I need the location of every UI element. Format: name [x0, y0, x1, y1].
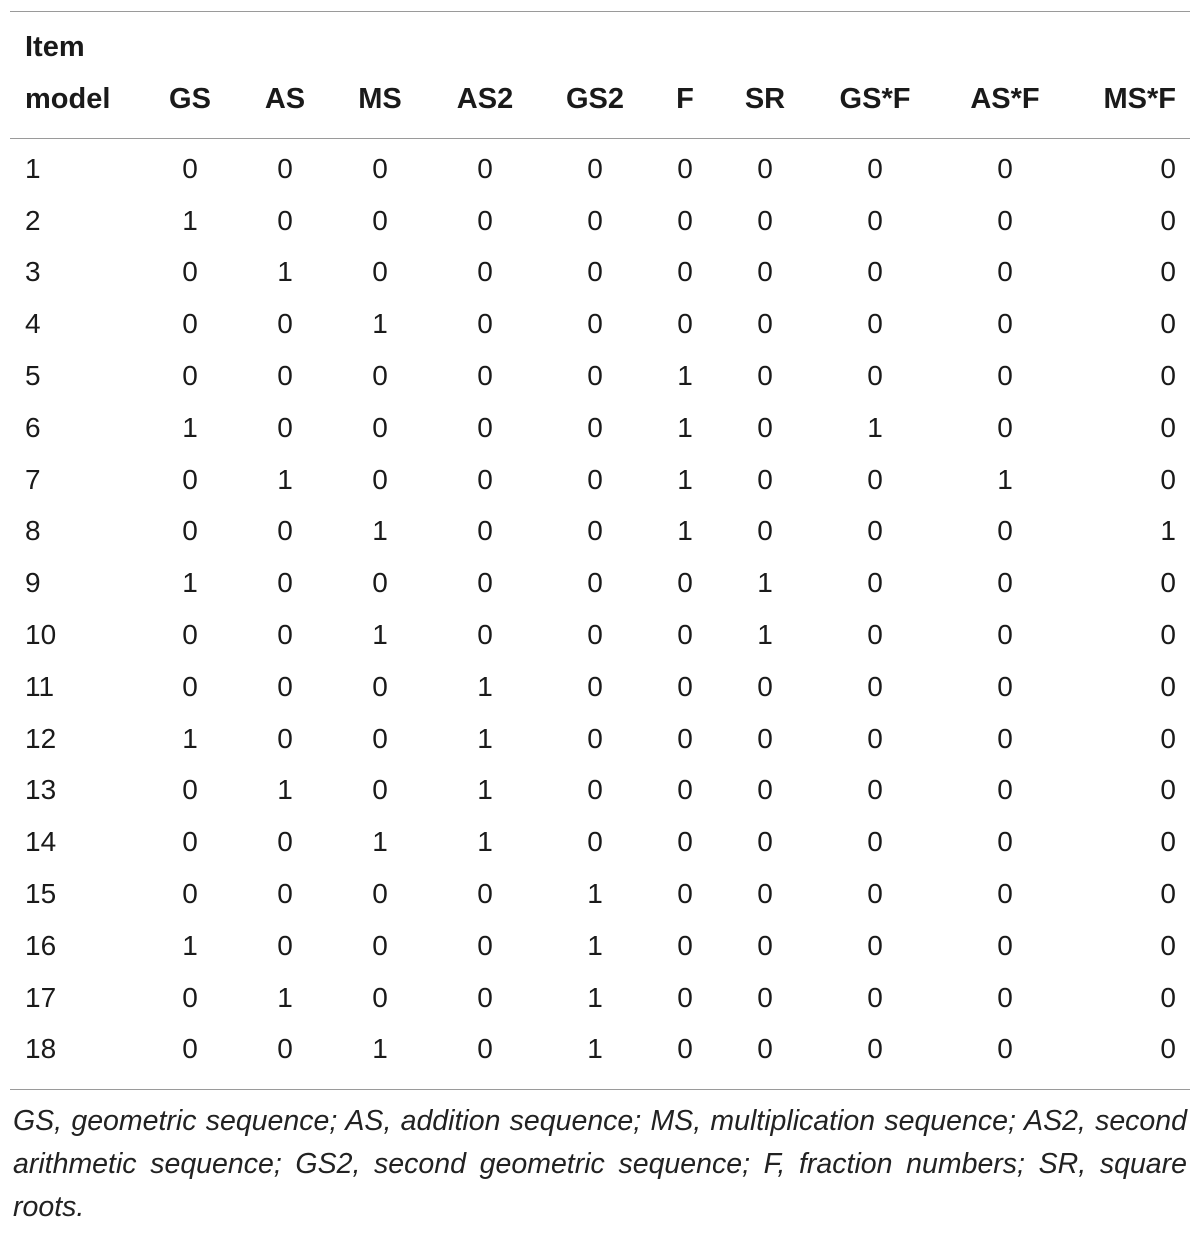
table-cell: 0 [677, 722, 693, 754]
table-cell: 1 [182, 204, 198, 236]
table-cell: 0 [587, 463, 603, 495]
column-header: GS2 [565, 83, 625, 115]
header-cell [535, 12, 655, 64]
table-cell: 0 [867, 204, 883, 236]
table-cell: 0 [372, 878, 388, 910]
item-model-cell: 17 [25, 981, 57, 1013]
table-cell: 0 [997, 929, 1013, 961]
table-cell: 1 [182, 411, 198, 443]
table-cell: 0 [477, 204, 493, 236]
item-model-cell: 16 [25, 929, 57, 961]
table-cell: 0 [757, 1033, 773, 1065]
table-cell: 0 [757, 308, 773, 340]
table-cell: 1 [277, 256, 293, 288]
header-cell [815, 12, 935, 64]
table-row [10, 816, 1190, 868]
table-cell: 0 [1160, 567, 1176, 599]
table-cell: 0 [997, 411, 1013, 443]
table-cell: 1 [587, 981, 603, 1013]
table-cell: 0 [997, 308, 1013, 340]
table-cell: 0 [372, 256, 388, 288]
table-cell: 0 [867, 1033, 883, 1065]
table-cell: 1 [182, 722, 198, 754]
table-cell: 0 [477, 256, 493, 288]
table-cell: 0 [587, 411, 603, 443]
table-cell: 0 [1160, 670, 1176, 702]
table-cell: 0 [677, 774, 693, 806]
table-cell: 0 [182, 774, 198, 806]
table-cell: 0 [372, 152, 388, 184]
table-row [10, 713, 1190, 765]
table-row [10, 298, 1190, 350]
table-cell: 0 [1160, 360, 1176, 392]
table-cell: 0 [677, 567, 693, 599]
table-row [10, 765, 1190, 817]
item-model-cell: 10 [25, 619, 57, 651]
table-cell: 0 [372, 670, 388, 702]
table-cell: 0 [867, 515, 883, 547]
table-cell: 1 [477, 826, 493, 858]
table-cell: 0 [372, 929, 388, 961]
header-row-1 [10, 12, 1190, 64]
table-cell: 0 [277, 878, 293, 910]
table-cell: 1 [757, 619, 773, 651]
table-cell: 0 [587, 256, 603, 288]
table-header [10, 12, 1190, 139]
item-model-cell: 15 [25, 878, 57, 910]
table-cell: 0 [757, 360, 773, 392]
column-header: GS*F [839, 83, 911, 115]
table-cell: 0 [372, 411, 388, 443]
table-cell: 0 [867, 152, 883, 184]
table-cell: 0 [677, 152, 693, 184]
table-cell: 0 [677, 308, 693, 340]
table-cell: 0 [277, 826, 293, 858]
header-bottom-rule [10, 116, 1190, 139]
table-cell: 1 [182, 567, 198, 599]
table-cell: 0 [867, 567, 883, 599]
table-cell: 0 [997, 826, 1013, 858]
table-cell: 0 [757, 826, 773, 858]
table-row [10, 402, 1190, 454]
table-cell: 0 [1160, 981, 1176, 1013]
table-cell: 0 [997, 878, 1013, 910]
table-row [10, 350, 1190, 402]
table-cell: 0 [277, 722, 293, 754]
table-cell: 0 [1160, 878, 1176, 910]
table-row [10, 920, 1190, 972]
table-footnote: GS, geometric sequence; AS, addition sequence; MS, multiplication sequence; AS2, second arithmetic sequence; GS2, second geometric sequence; F, fraction numbers; SR, square roots. [13, 1105, 1187, 1223]
table-row [10, 247, 1190, 299]
table-cell: 0 [867, 774, 883, 806]
column-header: model [25, 83, 111, 115]
table-cell: 0 [372, 981, 388, 1013]
table-row [10, 195, 1190, 247]
table-cell: 0 [182, 1033, 198, 1065]
header-cell: Item [25, 31, 85, 63]
table-cell: 0 [477, 619, 493, 651]
table-cell: 0 [757, 670, 773, 702]
table-cell: 0 [182, 878, 198, 910]
table-cell: 0 [182, 360, 198, 392]
table-cell: 0 [997, 204, 1013, 236]
table-bottom-rule [10, 1089, 1190, 1090]
table-cell: 1 [587, 878, 603, 910]
table-row [10, 454, 1190, 506]
table-cell: 0 [997, 981, 1013, 1013]
table-cell: 0 [997, 670, 1013, 702]
table-cell: 0 [477, 463, 493, 495]
table-cell: 1 [277, 774, 293, 806]
table-cell: 1 [372, 826, 388, 858]
table-cell: 0 [477, 411, 493, 443]
header-rule-row [10, 116, 1190, 139]
table-cell: 0 [867, 463, 883, 495]
header-cell [1075, 12, 1190, 64]
table-cell: 0 [587, 204, 603, 236]
table-cell: 0 [477, 515, 493, 547]
item-model-cell: 2 [25, 204, 41, 236]
item-model-cell: 18 [25, 1033, 57, 1065]
item-model-cell: 7 [25, 463, 41, 495]
column-header: AS*F [970, 83, 1040, 115]
table-cell: 0 [277, 360, 293, 392]
table-cell: 0 [277, 929, 293, 961]
q-matrix-table-container [10, 0, 1190, 1090]
column-header: GS [169, 83, 211, 115]
table-cell: 0 [757, 929, 773, 961]
item-model-cell: 13 [25, 774, 57, 806]
column-header: SR [744, 83, 786, 115]
table-cell: 0 [477, 878, 493, 910]
table-cell: 0 [1160, 826, 1176, 858]
table-cell: 0 [867, 981, 883, 1013]
table-cell: 0 [477, 360, 493, 392]
table-cell: 0 [757, 256, 773, 288]
table-cell: 0 [677, 619, 693, 651]
header-cell [245, 12, 325, 64]
table-cell: 0 [677, 878, 693, 910]
table-cell: 0 [757, 722, 773, 754]
table-row [10, 972, 1190, 1024]
table-row [10, 506, 1190, 558]
header-cell [325, 12, 435, 64]
table-cell: 0 [182, 981, 198, 1013]
table-cell: 0 [182, 152, 198, 184]
item-model-cell: 14 [25, 826, 57, 858]
table-cell: 0 [182, 826, 198, 858]
table-cell: 0 [277, 619, 293, 651]
table-row [10, 557, 1190, 609]
table-cell: 0 [1160, 1033, 1176, 1065]
table-row [10, 1024, 1190, 1076]
table-cell: 0 [997, 774, 1013, 806]
table-cell: 0 [677, 826, 693, 858]
table-cell: 0 [867, 826, 883, 858]
table-cell: 0 [997, 567, 1013, 599]
table-cell: 0 [277, 308, 293, 340]
table-cell: 1 [372, 515, 388, 547]
table-cell: 0 [867, 878, 883, 910]
table-cell: 0 [372, 567, 388, 599]
table-cell: 0 [182, 619, 198, 651]
table-cell: 0 [1160, 204, 1176, 236]
table-cell: 0 [1160, 463, 1176, 495]
table-cell: 0 [477, 1033, 493, 1065]
table-cell: 0 [997, 722, 1013, 754]
header-cell [435, 12, 535, 64]
table-cell: 1 [677, 515, 693, 547]
table-cell: 0 [182, 515, 198, 547]
table-cell: 0 [182, 670, 198, 702]
table-cell: 0 [677, 256, 693, 288]
table-cell: 0 [477, 567, 493, 599]
table-cell: 0 [372, 360, 388, 392]
item-model-cell: 4 [25, 308, 41, 340]
table-cell: 1 [277, 463, 293, 495]
table-cell: 0 [182, 463, 198, 495]
table-cell: 1 [587, 929, 603, 961]
table-cell: 0 [997, 1033, 1013, 1065]
table-cell: 0 [757, 463, 773, 495]
table-cell: 0 [372, 204, 388, 236]
table-cell: 0 [867, 308, 883, 340]
table-cell: 0 [1160, 152, 1176, 184]
table-cell: 0 [1160, 774, 1176, 806]
table-row [10, 661, 1190, 713]
table-cell: 0 [277, 1033, 293, 1065]
item-model-cell: 1 [25, 152, 41, 184]
table-cell: 1 [997, 463, 1013, 495]
table-cell: 1 [587, 1033, 603, 1065]
table-cell: 0 [997, 152, 1013, 184]
table-cell: 0 [997, 360, 1013, 392]
table-cell: 1 [372, 308, 388, 340]
table-cell: 0 [757, 152, 773, 184]
table-cell: 0 [1160, 411, 1176, 443]
table-cell: 0 [757, 411, 773, 443]
item-model-cell: 11 [25, 670, 55, 702]
table-cell: 0 [1160, 929, 1176, 961]
table-cell: 0 [997, 256, 1013, 288]
table-cell: 0 [677, 1033, 693, 1065]
table-cell: 0 [477, 308, 493, 340]
table-cell: 1 [867, 411, 883, 443]
table-cell: 0 [757, 981, 773, 1013]
table-cell: 0 [277, 152, 293, 184]
column-header: F [676, 83, 694, 115]
table-cell: 0 [372, 722, 388, 754]
column-header: MS [358, 83, 402, 115]
table-cell: 0 [867, 670, 883, 702]
table-cell: 1 [757, 567, 773, 599]
header-cell [135, 12, 245, 64]
table-cell: 1 [477, 774, 493, 806]
column-header: AS [264, 83, 306, 115]
table-cell: 0 [867, 929, 883, 961]
table-cell: 0 [587, 360, 603, 392]
item-model-cell: 12 [25, 722, 57, 754]
table-cell: 1 [372, 619, 388, 651]
table-cell: 0 [587, 722, 603, 754]
table-cell: 0 [587, 152, 603, 184]
q-matrix-table [10, 12, 1190, 1075]
table-row [10, 868, 1190, 920]
table-cell: 1 [677, 411, 693, 443]
table-cell: 1 [372, 1033, 388, 1065]
table-cell: 0 [182, 308, 198, 340]
table-cell: 0 [372, 774, 388, 806]
table-cell: 1 [677, 463, 693, 495]
table-cell: 0 [587, 670, 603, 702]
item-model-cell: 8 [25, 515, 41, 547]
table-cell: 0 [477, 981, 493, 1013]
table-cell: 0 [372, 463, 388, 495]
item-model-cell: 3 [25, 256, 41, 288]
table-cell: 0 [867, 619, 883, 651]
header-cell [715, 12, 815, 64]
table-cell: 1 [182, 929, 198, 961]
table-cell: 0 [587, 619, 603, 651]
header-cell [655, 12, 715, 64]
table-cell: 0 [677, 929, 693, 961]
table-cell: 0 [587, 774, 603, 806]
table-cell: 0 [997, 515, 1013, 547]
item-model-cell: 6 [25, 411, 41, 443]
table-cell: 0 [867, 360, 883, 392]
column-header: AS2 [456, 83, 514, 115]
item-model-cell: 9 [25, 567, 41, 599]
table-cell: 0 [1160, 256, 1176, 288]
table-cell: 0 [867, 256, 883, 288]
table-row [10, 609, 1190, 661]
table-cell: 0 [277, 670, 293, 702]
column-header: MS*F [1103, 83, 1176, 115]
table-cell: 1 [677, 360, 693, 392]
table-cell: 0 [587, 826, 603, 858]
table-cell: 0 [757, 515, 773, 547]
table-cell: 0 [757, 878, 773, 910]
table-cell: 0 [867, 722, 883, 754]
table-cell: 0 [757, 204, 773, 236]
table-cell: 0 [677, 670, 693, 702]
table-cell: 0 [587, 308, 603, 340]
table-cell: 0 [1160, 619, 1176, 651]
table-cell: 0 [477, 152, 493, 184]
table-cell: 0 [677, 981, 693, 1013]
table-cell: 1 [1160, 515, 1176, 547]
item-model-cell: 5 [25, 360, 41, 392]
header-cell [935, 12, 1075, 64]
table-cell: 0 [587, 515, 603, 547]
table-cell: 0 [277, 567, 293, 599]
table-cell: 1 [477, 670, 493, 702]
table-cell: 0 [277, 204, 293, 236]
table-cell: 0 [182, 256, 198, 288]
table-cell: 0 [757, 774, 773, 806]
table-body [10, 139, 1190, 1076]
table-cell: 0 [1160, 722, 1176, 754]
table-cell: 0 [677, 204, 693, 236]
table-cell: 0 [277, 515, 293, 547]
table-cell: 0 [1160, 308, 1176, 340]
table-cell: 0 [477, 929, 493, 961]
header-row-2 [10, 64, 1190, 116]
table-row [10, 139, 1190, 195]
table-cell: 1 [277, 981, 293, 1013]
table-cell: 0 [587, 567, 603, 599]
table-cell: 0 [997, 619, 1013, 651]
table-cell: 1 [477, 722, 493, 754]
table-cell: 0 [277, 411, 293, 443]
